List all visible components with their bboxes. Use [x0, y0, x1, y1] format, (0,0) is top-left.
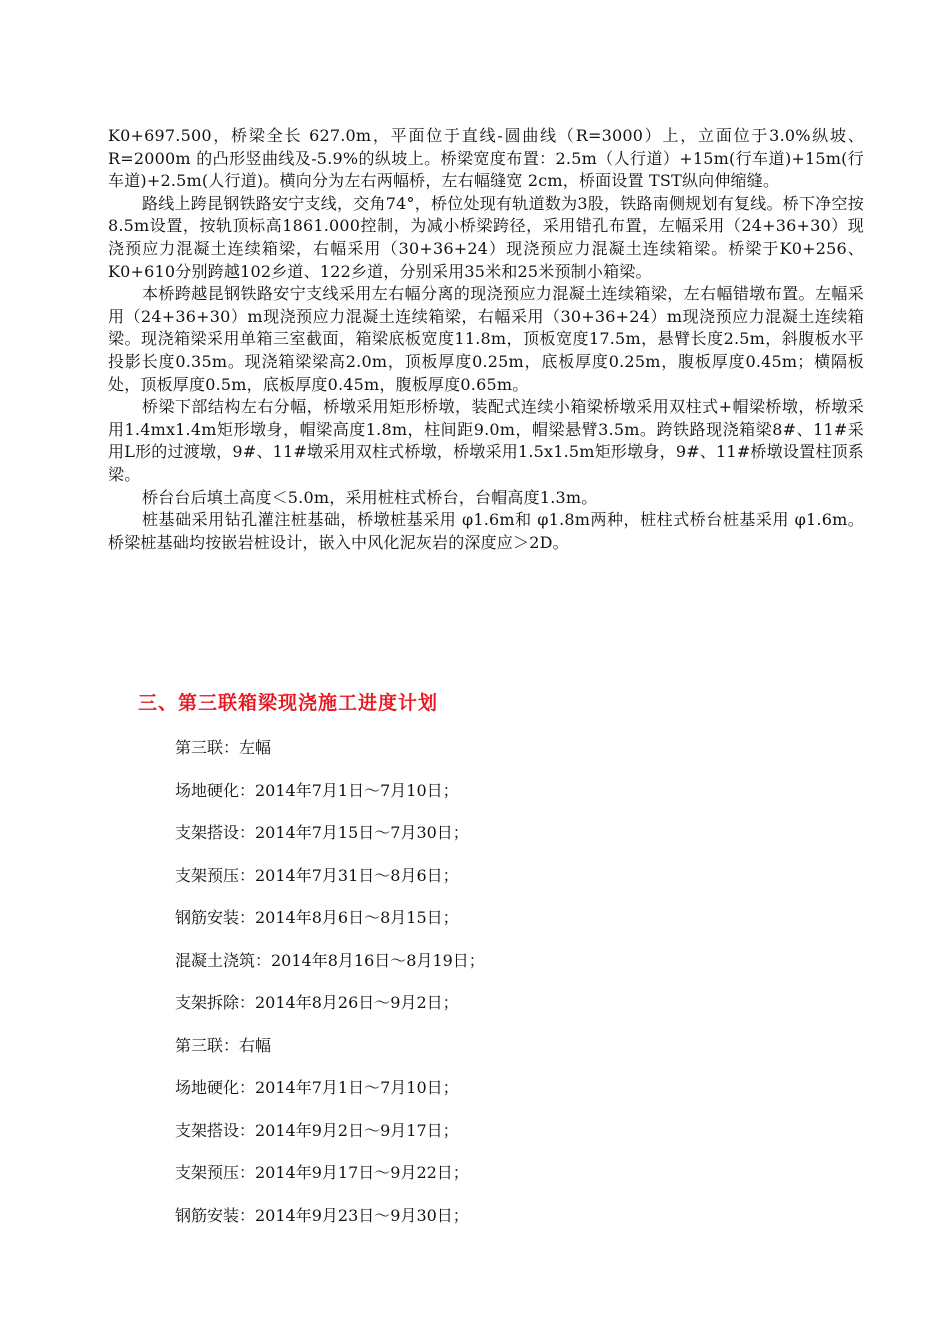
- paragraph-pile-foundation: 桩基础采用钻孔灌注桩基础，桥墩桩基采用 φ1.6m和 φ1.8m两种，桩柱式桥台桩基采用 φ1.6m。桥梁桩基础均按嵌岩桩设计，嵌入中风化泥灰岩的深度应＞2D。: [108, 510, 864, 552]
- body-text: [108, 125, 864, 554]
- paragraph-abutment: 桥台台后填土高度＜5.0m，采用桩柱式桥台，台帽高度1.3m。: [142, 487, 598, 507]
- schedule-item: 支架搭设：2014年9月2日～9月17日；: [175, 1120, 459, 1140]
- schedule-item: 钢筋安装：2014年9月23日～9月30日；: [175, 1205, 469, 1225]
- schedule-item: 支架拆除：2014年8月26日～9月2日；: [175, 993, 459, 1012]
- schedule-item: 场地硬化：2014年7月1日～7月10日；: [175, 780, 459, 800]
- schedule-group-right: 第三联：右幅: [175, 1035, 272, 1055]
- paragraph-bridge-overview: K0+697.500，桥梁全长 627.0m，平面位于直线-圆曲线（R=3000）上，立面位于3.0%纵坡、R=2000m 的凸形竖曲线及-5.9%的纵坡上。桥梁宽度布置：2.5m（人行道）+15m(行车道)+15m(行车道)+2.5m(人行道)。横向分为左右两幅桥，左右幅缝宽 2cm，桥面设置 TST纵向伸缩缝。: [108, 126, 864, 191]
- schedule-item: 支架预压：2014年9月17日～9月22日；: [175, 1163, 469, 1182]
- schedule-item: 支架预压：2014年7月31日～8月6日；: [175, 865, 459, 885]
- schedule-list: [175, 738, 485, 1248]
- paragraph-substructure: 桥梁下部结构左右分幅，桥墩采用矩形桥墩，装配式连续小箱梁桥墩采用双柱式+帽梁桥墩，桥墩采用1.4mx1.4m矩形墩身，帽梁高度1.8m，柱间距9.0m，帽梁悬臂3.5m。跨铁路现浇箱梁8#、11#采用L形的过渡墩，9#、11#墩采用双柱式桥墩，桥墩采用1.5x1.5m矩形墩身，9#、11#桥墩设置柱顶系梁。: [108, 397, 864, 484]
- schedule-item: 场地硬化：2014年7月1日～7月10日；: [175, 1078, 459, 1097]
- paragraph-railway-crossing: 路线上跨昆钢铁路安宁支线，交角74°，桥位处现有轨道数为3股，铁路南侧规划有复线。桥下净空按8.5m设置，按轨顶标高1861.000控制，为减小桥梁跨径，采用错孔布置，左幅采用（24+36+30）现浇预应力混凝土连续箱梁，右幅采用（30+36+24）现浇预应力混凝土连续箱梁。桥梁于K0+256、K0+610分别跨越102乡道、122乡道，分别采用35米和25米预制小箱梁。: [108, 193, 864, 281]
- schedule-item: 支架搭设：2014年7月15日～7月30日；: [175, 823, 469, 842]
- schedule-item: 混凝土浇筑：2014年8月16日～8月19日；: [175, 950, 485, 970]
- schedule-item: 钢筋安装：2014年8月6日～8月15日；: [175, 908, 459, 927]
- section-heading: 三、第三联箱梁现浇施工进度计划: [138, 692, 439, 714]
- paragraph-box-girder: 本桥跨越昆钢铁路安宁支线采用左右幅分离的现浇预应力混凝土连续箱梁，左右幅错墩布置。左幅采用（24+36+30）m现浇预应力混凝土连续箱梁，右幅采用（30+36+24）m现浇预应力混凝土连续箱梁。现浇箱梁采用单箱三室截面，箱梁底板宽度11.8m，顶板宽度17.5m，悬臂长度2.5m，斜腹板水平投影长度0.35m。现浇箱梁梁高2.0m，顶板厚度0.25m，底板厚度0.25m，腹板厚度0.45m；横隔板处，顶板厚度0.5m，底板厚度0.45m，腹板厚度0.65m。: [108, 284, 864, 394]
- schedule-group-left: 第三联：左幅: [175, 738, 272, 757]
